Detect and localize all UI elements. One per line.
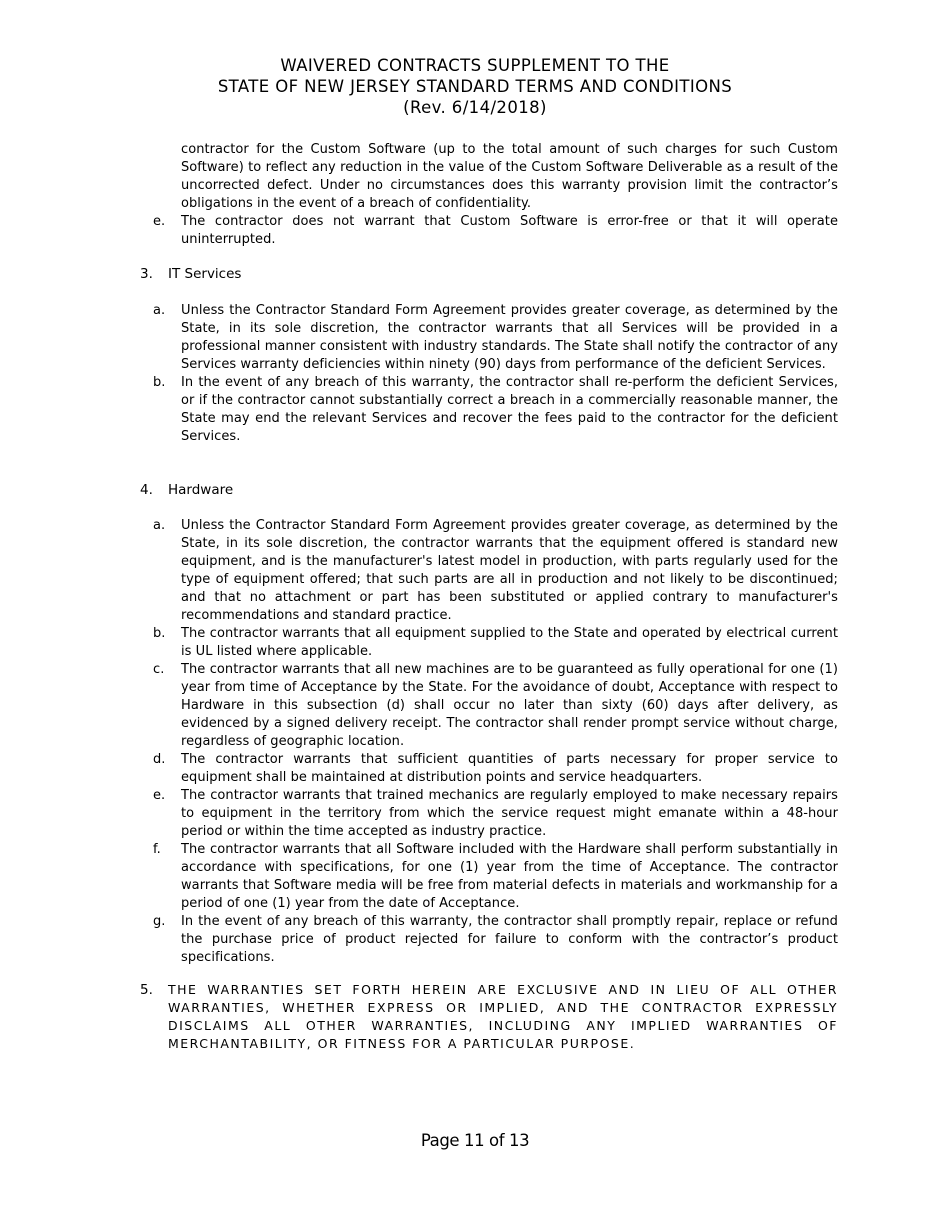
section-list-hardware: [153, 517, 838, 967]
list-marker: b.: [153, 626, 166, 641]
list-item: [153, 302, 838, 374]
continued-item-d: [153, 141, 838, 249]
page-number: Page 11 of 13: [420, 1131, 530, 1150]
list-marker: d.: [153, 752, 166, 767]
warranty-disclaimer: THE WARRANTIES SET FORTH HEREIN ARE EXCLUSIVE AND IN LIEU OF ALL OTHER WARRANTIES, WHETHER EXPRESS OR IMPLIED, AND THE CONTRACTOR EXPRESSLY DISCLAIMS ALL OTHER WARRANTIES, INCLUDING ANY IMPLIED WARRANTIES OF MERCHANTABILITY, OR FITNESS FOR A PARTICULAR PURPOSE.: [168, 982, 838, 1051]
list-item: [153, 374, 838, 446]
list-item: [153, 841, 838, 913]
list-marker: g.: [153, 914, 166, 929]
list-item-text: The contractor warrants that all equipment supplied to the State and operated by electrical current is UL listed where applicable.: [181, 626, 838, 659]
list-item: [153, 213, 838, 249]
list-marker: a.: [153, 518, 166, 533]
list-item-text: In the event of any breach of this warranty, the contractor shall re-perform the deficient Services, or if the contractor cannot substantially correct a breach in a commercially reasonable manner, the State may end the relevant Services and recover the fees paid to the contractor for the deficient Services.: [181, 375, 838, 444]
list-item-text: The contractor does not warrant that Custom Software is error-free or that it will operate uninterrupted.: [181, 214, 838, 247]
list-item: [153, 913, 838, 967]
section-list-it-services: [153, 302, 838, 446]
header-title-line-2: STATE OF NEW JERSEY STANDARD TERMS AND CONDITIONS: [217, 77, 733, 96]
list-item-text: The contractor warrants that trained mechanics are regularly employed to make necessary repairs to equipment in the territory from which the service request might emanate within a 48-hour period or within the time accepted as industry practice.: [181, 788, 838, 839]
list-item-text: The contractor warrants that all Software included with the Hardware shall perform substantially in accordance with specifications, for one (1) year from the time of Acceptance. The contractor warrants that Software media will be free from material defects in materials and workmanship for a period of one (1) year from the date of Acceptance.: [181, 842, 838, 911]
section-title: Hardware: [168, 482, 234, 498]
list-marker: a.: [153, 303, 166, 318]
list-item: [153, 625, 838, 661]
header-title-line-1: WAIVERED CONTRACTS SUPPLEMENT TO THE: [280, 56, 670, 75]
list-item: [153, 517, 838, 625]
document-header: [0, 55, 950, 118]
section-number-disclaimer: 5.: [140, 982, 153, 998]
section-heading-hardware: [140, 481, 233, 499]
list-marker: f.: [153, 842, 161, 857]
section-heading-it-services: [140, 265, 241, 283]
list-marker: e.: [153, 788, 166, 803]
header-revision: (Rev. 6/14/2018): [403, 98, 547, 117]
section-number: 4.: [140, 482, 153, 498]
list-item-text: The contractor warrants that sufficient quantities of parts necessary for proper service to equipment shall be maintained at distribution points and service headquarters.: [181, 752, 838, 785]
list-item: [153, 661, 838, 751]
list-item: [153, 787, 838, 841]
list-item-text: Unless the Contractor Standard Form Agreement provides greater coverage, as determined by the State, in its sole discretion, the contractor warrants that the equipment offered is standard new equipment, and is the manufacturer's latest model in production, with parts regularly used for the type of equipment offered; that such parts are all in production and not likely to be discontinued; and that no attachment or part has been substituted or applied contrary to manufacturer's recommendations and standard practice.: [181, 518, 838, 623]
section-title: IT Services: [168, 266, 242, 282]
section-number: 3.: [140, 266, 153, 282]
list-item-text: Unless the Contractor Standard Form Agreement provides greater coverage, as determined by the State, in its sole discretion, the contractor warrants that all Services will be provided in a professional manner consistent with industry standards. The State shall notify the contractor of any Services warranty deficiencies within ninety (90) days from performance of the deficient Services.: [181, 303, 838, 372]
continued-paragraph: contractor for the Custom Software (up to the total amount of such charges for such Custom Software) to reflect any reduction in the value of the Custom Software Deliverable as a result of the uncorrected defect. Under no circumstances does this warranty provision limit the contractor’s obligations in the event of a breach of confidentiality.: [181, 142, 838, 211]
list-item-text: The contractor warrants that all new machines are to be guaranteed as fully operational for one (1) year from time of Acceptance by the State. For the avoidance of doubt, Acceptance with respect to Hardware in this subsection (d) shall occur no later than sixty (60) days after delivery, as evidenced by a signed delivery receipt. The contractor shall render prompt service without charge, regardless of geographic location.: [181, 662, 838, 749]
list-marker: e.: [153, 214, 166, 229]
list-marker: b.: [153, 375, 166, 390]
list-marker: c.: [153, 662, 165, 677]
list-item: [153, 751, 838, 787]
list-item-text: In the event of any breach of this warranty, the contractor shall promptly repair, replace or refund the purchase price of product rejected for failure to conform with the contractor’s product specifications.: [181, 914, 838, 965]
